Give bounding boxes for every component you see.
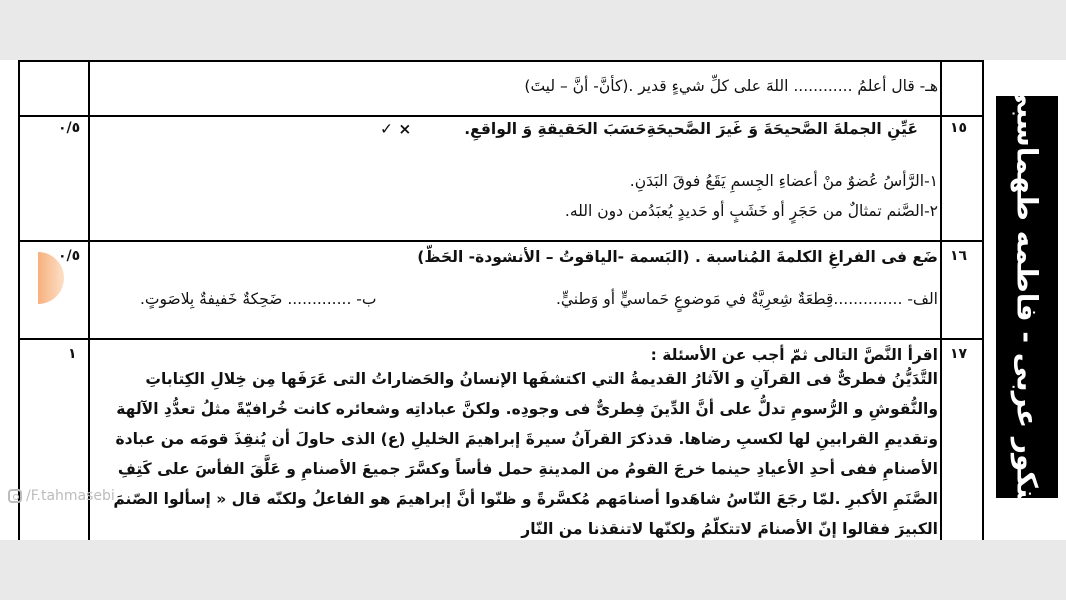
question-instruction: ضَع فی الفراغِ الکلمةَ المُناسبة . (البَسمة -الیاقوتُ – الأنشودة- الحَظّ) xyxy=(417,248,938,266)
passage-line: والنُّقوشِ و الرُّسومِ تدلُّ على أنَّ الدِّينَ فِطریٌّ فی وجودِه. ولكنَّ عباداتِه وشعائره كانت خُرافيّةً مثلُ تعدُّدِ الآلهة xyxy=(116,400,938,418)
instagram-icon xyxy=(8,489,22,503)
question-score: ٠/٥ xyxy=(58,248,81,264)
question-score: ٠/٥ xyxy=(58,120,81,136)
instagram-watermark xyxy=(8,488,115,504)
table-border-left xyxy=(18,60,20,540)
passage-line: الأصنامِ ففی أحدِ الأعيادِ حينما خرجَ القومُ من المدينةِ حمل فأساً وكسَّرَ جميعَ الأصنامِ و عَلَّقَ الفأسَ على كَتِفِ xyxy=(117,460,938,478)
passage-line: التَّدَيُّنُ فطریٌّ فی القرآنِ و الآثارُ القديمةُ التي اكتشفَها الإنسانُ والحَضاراتُ التی عَرَفَها مِن خِلالِ الكِتاباتِ xyxy=(145,370,938,388)
sidebar-title: کنکور عربی - فاطمه طهماسبی xyxy=(1010,78,1044,516)
question-instruction: عَیِّنِ الجملةَ الصَّحیحَةَ وَ غَیرَ الصَّحیحَةِحَسَبَ الحَقیقةِ وَ الواقعِ. xyxy=(464,120,918,138)
passage-line: الكبيرَ فقالوا إنّ الأصنامَ لاتتكلّمُ ولكنّها لاتنقذنا من النّار xyxy=(521,520,938,538)
author-sidebar xyxy=(996,78,1058,516)
fill-item-b: ب- ............. ضَحِكةٌ خَفيفةٌ بِلاصَوتٍ. xyxy=(140,290,377,308)
question-number: ١٦ xyxy=(950,248,968,264)
exam-page xyxy=(0,60,1066,540)
passage-line: الصَّنَمِ الأكبرِ .لمّا رجَعَ النّاسُ شاهَدوا أصنامَهم مُكسَّرةً و ظنّوا أنَّ إبراهيمَ هو الفاعلُ ولكنّه قال « إسألوا الصّنمَ xyxy=(113,490,938,508)
reading-passage xyxy=(100,364,938,540)
question-line-he: هـ- قال أعلمُ ............ اللهَ على كلِّ شيءٍ قدير .(كأنَّ- أنَّ – ليتَ) xyxy=(524,77,938,95)
watermark-handle: /F.tahmasebi xyxy=(26,488,115,504)
bottom-margin xyxy=(0,540,1066,600)
true-false-marks: ✓ × xyxy=(380,120,412,138)
question-number: ١٥ xyxy=(950,120,968,136)
row-divider xyxy=(18,240,984,242)
passage-line: وتقديمِ القرابينِ لها لكسبِ رضاها. قدذكرَ القرآنُ سيرةَ إبراهيمَ الخليلِ (ع) الذی حاولَ أن يُنقِذَ قومَه من عبادة xyxy=(115,430,938,448)
score-column-border xyxy=(88,60,90,540)
statement-1: ١-الرَّأسُ عُضوٌ منْ أعضاءِ الجِسمِ يَقَعُ فوقَ البَدَنِ. xyxy=(629,172,938,190)
row-divider xyxy=(18,115,984,117)
question-instruction: اقرأ النَّصَّ التالی ثمّ أجب عن الأسئلة : xyxy=(650,346,938,364)
table-border-top xyxy=(18,60,984,62)
question-number: ١٧ xyxy=(950,346,968,362)
statement-2: ٢-الصَّنم تمثالٌ من حَجَرٍ أو خَشَبٍ أو حَديدٍ يُعبَدُمن دون الله. xyxy=(564,202,938,220)
fill-item-a: الف- ..............قِطعَةٌ شِعرِیَّةٌ في مَوضوعٍ حَماسيٍّ أو وَطنيٍّ. xyxy=(555,290,938,308)
number-column-border xyxy=(940,60,942,540)
question-score: ١ xyxy=(68,346,77,362)
table-border-right xyxy=(982,60,984,540)
row-divider xyxy=(18,338,984,340)
